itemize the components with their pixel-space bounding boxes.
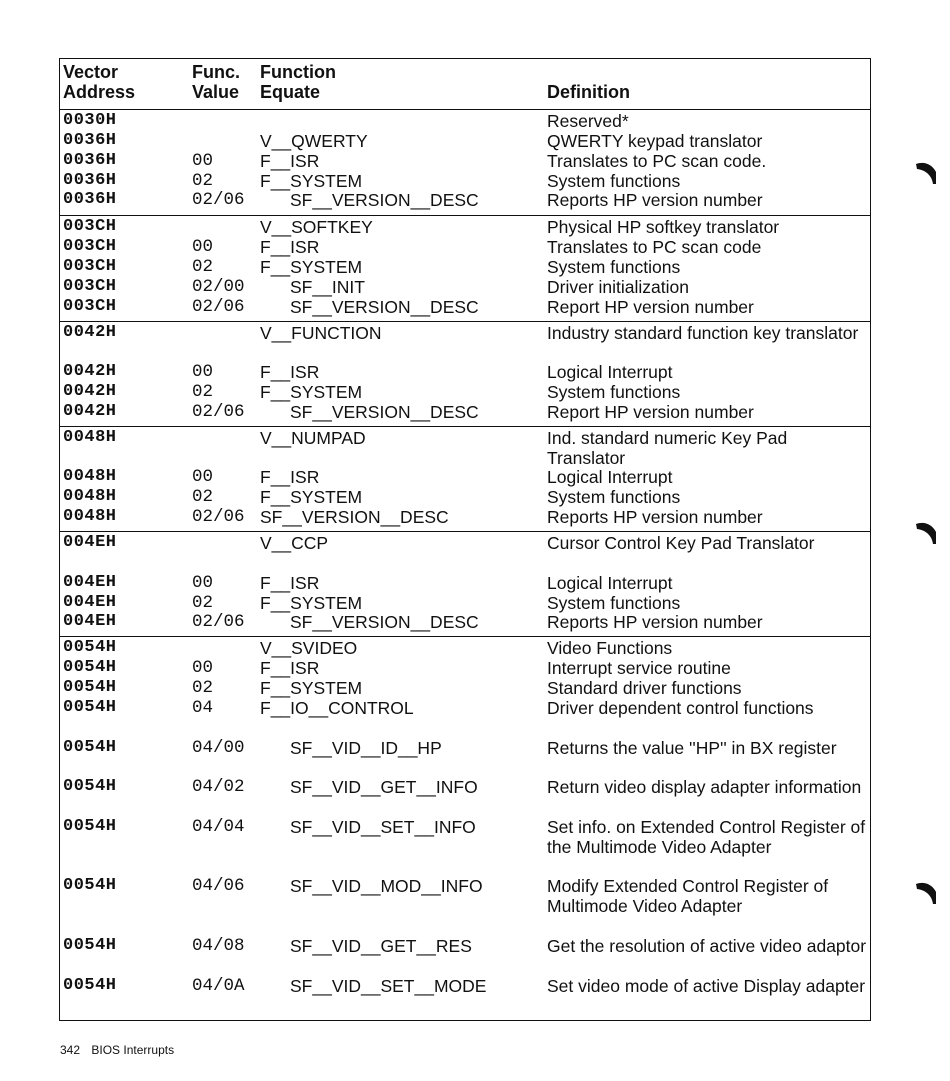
definition-cell: Reports HP version number: [547, 612, 763, 633]
function-equate-cell: V__QWERTY: [260, 130, 368, 151]
vector-address-cell: 0054H: [63, 677, 117, 697]
vector-address-cell: 0054H: [63, 816, 117, 836]
definition-cell: Set video mode of active Display adapter: [547, 975, 866, 996]
vector-address-cell: 0048H: [63, 487, 117, 507]
definition-cell: Ind. standard numeric Key Pad Translator: [547, 427, 788, 468]
func-value-cell: 00: [192, 572, 214, 593]
margin-change-bar: [914, 158, 938, 186]
table-row: [60, 257, 870, 277]
vector-address-cell: 0042H: [63, 362, 117, 382]
vector-address-cell: 0054H: [63, 638, 117, 658]
definition-cell: Logical Interrupt: [547, 467, 673, 488]
table-row: [60, 362, 870, 382]
function-equate-cell: V__CCP: [260, 533, 329, 553]
definition-cell: Cursor Control Key Pad Translator: [547, 533, 815, 553]
table-row: [60, 678, 870, 698]
definition-cell: Reserved*: [547, 111, 629, 131]
table-row: [60, 237, 870, 257]
func-value-cell: 02/00: [192, 276, 245, 297]
table-row: [60, 402, 870, 422]
table-group: [60, 110, 870, 214]
definition-cell: System functions: [547, 170, 681, 191]
table-header: [60, 59, 870, 110]
vector-address-cell: 0054H: [63, 975, 117, 995]
func-value-cell: 04/02: [192, 777, 245, 798]
function-equate-cell: SF__VERSION__DESC: [290, 401, 479, 422]
vector-address-cell: 0048H: [63, 467, 117, 487]
function-equate-cell: SF__INIT: [290, 276, 365, 297]
vector-address-cell: 0048H: [63, 507, 117, 527]
vector-address-cell: 0054H: [63, 936, 117, 955]
function-equate-cell: F__SYSTEM: [260, 592, 363, 613]
table-row: [60, 151, 870, 171]
table-row: [60, 658, 870, 678]
table-row: [60, 936, 870, 976]
vector-address-cell: 004EH: [63, 572, 117, 592]
vector-address-cell: 003CH: [63, 256, 117, 276]
table-group: [60, 215, 870, 320]
vector-address-cell: 003CH: [63, 217, 117, 237]
table-row: [60, 323, 870, 363]
definition-cell: Standard driver functions: [547, 677, 742, 698]
table-row: [60, 573, 870, 593]
page-number: 342: [60, 1043, 81, 1057]
section-title: BIOS Interrupts: [91, 1043, 175, 1057]
function-equate-cell: SF__VID__SET__MODE: [290, 975, 487, 996]
function-equate-cell: SF__VERSION__DESC: [260, 507, 449, 528]
vector-address-cell: 0054H: [63, 737, 117, 757]
func-value-cell: 00: [192, 658, 214, 679]
vector-address-cell: 0054H: [63, 658, 117, 678]
function-equate-cell: F__SYSTEM: [260, 677, 363, 698]
table-row: [60, 487, 870, 507]
func-value-cell: 04/04: [192, 816, 245, 837]
vector-address-cell: 0036H: [63, 190, 117, 210]
vector-address-cell: 004EH: [63, 533, 117, 552]
table-group: [60, 636, 870, 1019]
definition-cell: System functions: [547, 592, 681, 613]
vector-address-cell: 0054H: [63, 697, 117, 717]
definition-cell: Video Functions: [547, 638, 673, 659]
definition-cell: Interrupt service routine: [547, 658, 731, 679]
table-row: [60, 190, 870, 210]
func-value-cell: 04/08: [192, 936, 245, 956]
table-row: [60, 297, 870, 317]
bios-interrupt-table: [59, 58, 871, 1021]
function-equate-cell: SF__VID__GET__RES: [290, 936, 472, 956]
function-equate-cell: F__SYSTEM: [260, 382, 363, 403]
function-equate-cell: F__ISR: [260, 467, 320, 488]
func-value-cell: 02/06: [192, 507, 245, 528]
func-value-cell: 00: [192, 237, 214, 258]
table-row: [60, 817, 870, 877]
definition-cell: Reports HP version number: [547, 507, 763, 528]
vector-address-cell: 0048H: [63, 427, 117, 447]
vector-address-cell: 004EH: [63, 592, 117, 612]
func-value-cell: 02/06: [192, 612, 245, 633]
function-equate-cell: V__NUMPAD: [260, 427, 366, 448]
vector-address-cell: 0030H: [63, 111, 117, 130]
definition-cell: QWERTY keypad translator: [547, 130, 763, 151]
function-equate-cell: F__SYSTEM: [260, 487, 363, 508]
func-value-cell: 02/06: [192, 401, 245, 422]
table-row: [60, 593, 870, 613]
header-function-equate: Function Equate: [260, 62, 336, 102]
function-equate-cell: SF__VERSION__DESC: [290, 296, 479, 317]
func-value-cell: 04/0A: [192, 975, 245, 996]
definition-cell: Returns the value ''HP'' in BX register: [547, 737, 837, 758]
table-group: [60, 531, 870, 636]
vector-address-cell: 0036H: [63, 150, 117, 170]
definition-cell: Translates to PC scan code: [547, 237, 762, 258]
definition-cell: Reports HP version number: [547, 190, 763, 211]
definition-cell: System functions: [547, 256, 681, 277]
vector-address-cell: 003CH: [63, 237, 117, 257]
definition-cell: Logical Interrupt: [547, 572, 673, 593]
function-equate-cell: F__ISR: [260, 362, 320, 383]
table-row: [60, 612, 870, 632]
table-row: [60, 171, 870, 191]
definition-cell: Report HP version number: [547, 296, 754, 317]
header-definition: Definition: [547, 82, 630, 102]
vector-address-cell: 004EH: [63, 612, 117, 632]
func-value-cell: 02: [192, 592, 214, 613]
definition-cell: Get the resolution of active video adaptor: [547, 936, 867, 956]
vector-address-cell: 0042H: [63, 401, 117, 421]
definition-cell: System functions: [547, 382, 681, 403]
table-row: [60, 507, 870, 527]
definition-cell: Translates to PC scan code.: [547, 150, 767, 171]
function-equate-cell: SF__VID__GET__INFO: [290, 777, 478, 798]
table-row: [60, 533, 870, 573]
definition-cell: Logical Interrupt: [547, 362, 673, 383]
page-footer: [60, 1043, 182, 1057]
func-value-cell: 02: [192, 256, 214, 277]
table-row: [60, 698, 870, 738]
function-equate-cell: SF__VID__SET__INFO: [290, 816, 476, 837]
definition-cell: System functions: [547, 487, 681, 508]
vector-address-cell: 003CH: [63, 296, 117, 316]
definition-cell: Modify Extended Control Register of Multimode Video Adapter: [547, 876, 829, 917]
vector-address-cell: 0042H: [63, 382, 117, 402]
func-value-cell: 02: [192, 382, 214, 403]
table-row: [60, 428, 870, 468]
table-row: [60, 131, 870, 151]
table-row: [60, 738, 870, 778]
vector-address-cell: 003CH: [63, 276, 117, 296]
function-equate-cell: V__SOFTKEY: [260, 217, 373, 238]
table-row: [60, 876, 870, 936]
function-equate-cell: SF__VERSION__DESC: [290, 612, 479, 633]
func-value-cell: 00: [192, 150, 214, 171]
function-equate-cell: V__FUNCTION: [260, 322, 382, 343]
header-func-value: Func. Value: [192, 62, 240, 102]
vector-address-cell: 0042H: [63, 322, 117, 342]
vector-address-cell: 0054H: [63, 876, 117, 896]
table-row: [60, 777, 870, 817]
table-row: [60, 111, 870, 131]
function-equate-cell: F__SYSTEM: [260, 170, 363, 191]
definition-cell: Physical HP softkey translator: [547, 217, 780, 238]
func-value-cell: 00: [192, 362, 214, 383]
table-row: [60, 638, 870, 658]
function-equate-cell: F__ISR: [260, 658, 320, 679]
function-equate-cell: SF__VID__MOD__INFO: [290, 876, 483, 897]
definition-cell: Driver dependent control functions: [547, 697, 814, 718]
vector-address-cell: 0054H: [63, 777, 117, 797]
func-value-cell: 04/06: [192, 876, 245, 897]
vector-address-cell: 0036H: [63, 130, 117, 150]
table-group: [60, 321, 870, 426]
definition-cell: Driver initialization: [547, 276, 689, 297]
margin-change-bar: [914, 878, 938, 906]
function-equate-cell: V__SVIDEO: [260, 638, 358, 659]
function-equate-cell: SF__VERSION__DESC: [290, 190, 479, 211]
function-equate-cell: F__ISR: [260, 572, 320, 593]
header-vector-address: Vector Address: [63, 62, 136, 102]
definition-cell: Industry standard function key translator: [547, 322, 859, 343]
func-value-cell: 02: [192, 487, 214, 508]
func-value-cell: 02/06: [192, 296, 245, 317]
table-row: [60, 382, 870, 402]
function-equate-cell: F__ISR: [260, 237, 320, 258]
func-value-cell: 04: [192, 697, 214, 718]
func-value-cell: 00: [192, 467, 214, 488]
table-row: [60, 277, 870, 297]
margin-change-bar: [914, 518, 938, 546]
func-value-cell: 02: [192, 677, 214, 698]
table-row: [60, 467, 870, 487]
table-group: [60, 426, 870, 531]
function-equate-cell: F__SYSTEM: [260, 256, 363, 277]
vector-address-cell: 0036H: [63, 170, 117, 190]
function-equate-cell: SF__VID__ID__HP: [290, 737, 442, 758]
table-row: [60, 217, 870, 237]
function-equate-cell: F__IO__CONTROL: [260, 697, 414, 718]
func-value-cell: 02/06: [192, 190, 245, 211]
definition-cell: Report HP version number: [547, 401, 754, 422]
definition-cell: Return video display adapter information: [547, 777, 862, 798]
table-row: [60, 976, 870, 1016]
func-value-cell: 02: [192, 170, 214, 191]
func-value-cell: 04/00: [192, 737, 245, 758]
function-equate-cell: F__ISR: [260, 150, 320, 171]
definition-cell: Set info. on Extended Control Register of the Multimode Video Adapter: [547, 816, 866, 857]
